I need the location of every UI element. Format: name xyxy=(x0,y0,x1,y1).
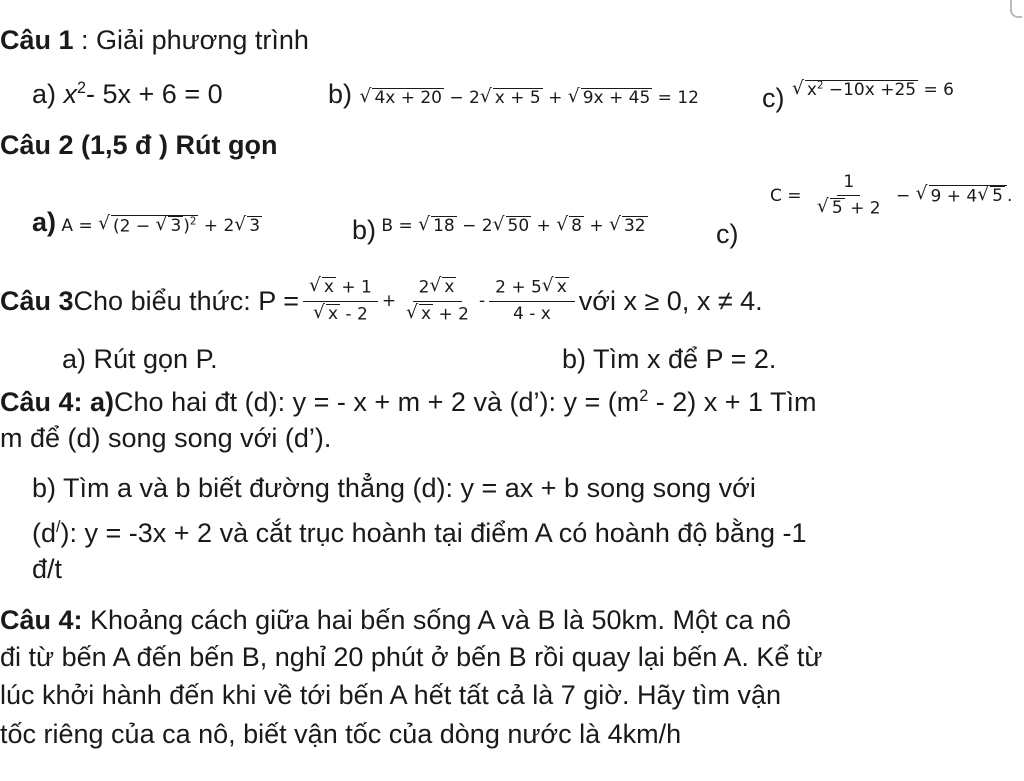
q5-title: Câu 4: xyxy=(0,605,83,635)
q5-line-1 xyxy=(0,604,791,636)
q3-minus: - xyxy=(478,290,486,311)
q1a-exp: 2 xyxy=(77,79,87,97)
q3-part-a: a) Rút gọn P. xyxy=(62,344,218,374)
q2a-sqrt-3: √ 3 xyxy=(234,213,261,236)
q2a-sqrt-outer: √ (2 − √ 3 )$^2$ xyxy=(98,213,197,237)
q1-colon: : xyxy=(73,25,97,55)
q4a-text-1: Cho hai đt (d): y = - x + m + 2 và (d’): y = (m xyxy=(114,387,640,417)
page-edge-mark xyxy=(1010,0,1022,18)
q4b-line-3: đ/t xyxy=(32,554,63,584)
q1b-sqrt-2: √ x + 5 xyxy=(479,85,541,108)
q2-part-c-label: c) xyxy=(716,219,739,249)
q2a-label: a) xyxy=(32,207,57,237)
q1a-var: x xyxy=(63,79,78,109)
q1-text: Giải phương trình xyxy=(96,25,309,55)
q1b-label: b) xyxy=(328,79,360,109)
q2-part-a xyxy=(32,206,262,242)
q1-heading xyxy=(0,24,309,56)
q2-heading: Câu 2 (1,5 đ ) Rút gọn xyxy=(0,130,278,160)
q1c-expr: √ x2 −10x +25 = 6 xyxy=(792,77,954,100)
q1b-sqrt-3: √ 9x + 45 xyxy=(567,85,651,108)
q1b-sqrt-1: √ 4x + 20 xyxy=(359,85,442,108)
q3-title: Câu 3 xyxy=(0,285,74,316)
q3-fraction-2: 2 √ x √ x + 2 xyxy=(406,274,469,324)
q4a-label: a) xyxy=(82,387,115,417)
q2c-sqrt-outer: √ 9 + 4 √ 5 xyxy=(916,185,1007,207)
q3-fraction-1: √ x + 1 √ x - 2 xyxy=(303,277,378,325)
q2b-expr: B = √ 18 − 2 √ 50 + √ 8 + √ 32 xyxy=(376,213,646,236)
q4-line-1 xyxy=(0,386,817,418)
q1-part-b xyxy=(328,78,699,114)
q2-part-c-expr: C = 1 √ 5 + 2 − √ 9 + 4 √ 5 . xyxy=(770,172,1013,219)
q4a-text-2: - 2) x + 1 Tìm xyxy=(648,387,817,417)
q2c-fraction: 1 √ 5 + 2 xyxy=(816,172,881,219)
q4b-line-2: (d/): y = -3x + 2 và cắt trục hoành tại điểm A có hoành độ bằng -1 xyxy=(32,518,807,548)
q4-title: Câu 4: xyxy=(0,387,83,417)
q1-part-c xyxy=(762,77,954,118)
q4-line-2: m để (d) song song với (d’). xyxy=(0,423,332,453)
q5-text-1: Khoảng cách giữa hai bến sống A và B là 50km. Một ca nô xyxy=(82,605,792,635)
q2b-label: b) xyxy=(352,215,377,245)
q5-line-3: lúc khởi hành đến khi về tới bến A hết tất cả là 7 giờ. Hãy tìm vận xyxy=(0,680,782,710)
q1c-sqrt: √ $x^2 -10x +25$ xyxy=(792,77,917,100)
q2a-expr: A = √ (2 − √ 3 )$^2$ + 2 √ 3 xyxy=(56,213,261,237)
q3-fraction-3: 2 + 5 √ x 4 - x xyxy=(489,277,575,325)
q1b-expr: √ 4x + 20 − 2 √ x + 5 + √ 9x + 45 = 12 xyxy=(359,85,699,108)
q5-line-4: tốc riêng của ca nô, biết vận tốc của dòng nước là 4km/h xyxy=(0,719,682,749)
q3-plus: + xyxy=(381,290,397,311)
q1a-label: a) xyxy=(32,79,64,109)
q4b-line-1: b) Tìm a và b biết đường thẳng (d): y = ax + b song song với xyxy=(32,473,756,503)
q2-part-b xyxy=(352,214,648,250)
q1-part-a xyxy=(32,78,223,110)
q3-part-b: b) Tìm x để P = 2. xyxy=(562,344,777,374)
q3-condition: với x ≥ 0, x ≠ 4. xyxy=(578,285,763,316)
q1c-label: c) xyxy=(762,83,792,113)
q1-title: Câu 1 xyxy=(0,25,74,55)
q4a-exp: 2 xyxy=(639,387,649,405)
q5-line-2: đi từ bến A đến bến B, nghỉ 20 phút ở bến B rồi quay lại bến A. Kể từ xyxy=(0,642,823,672)
q1a-rest: - 5x + 6 = 0 xyxy=(86,79,223,109)
q3-line xyxy=(0,266,763,336)
q3-text: Cho biểu thức: P = xyxy=(73,285,299,316)
